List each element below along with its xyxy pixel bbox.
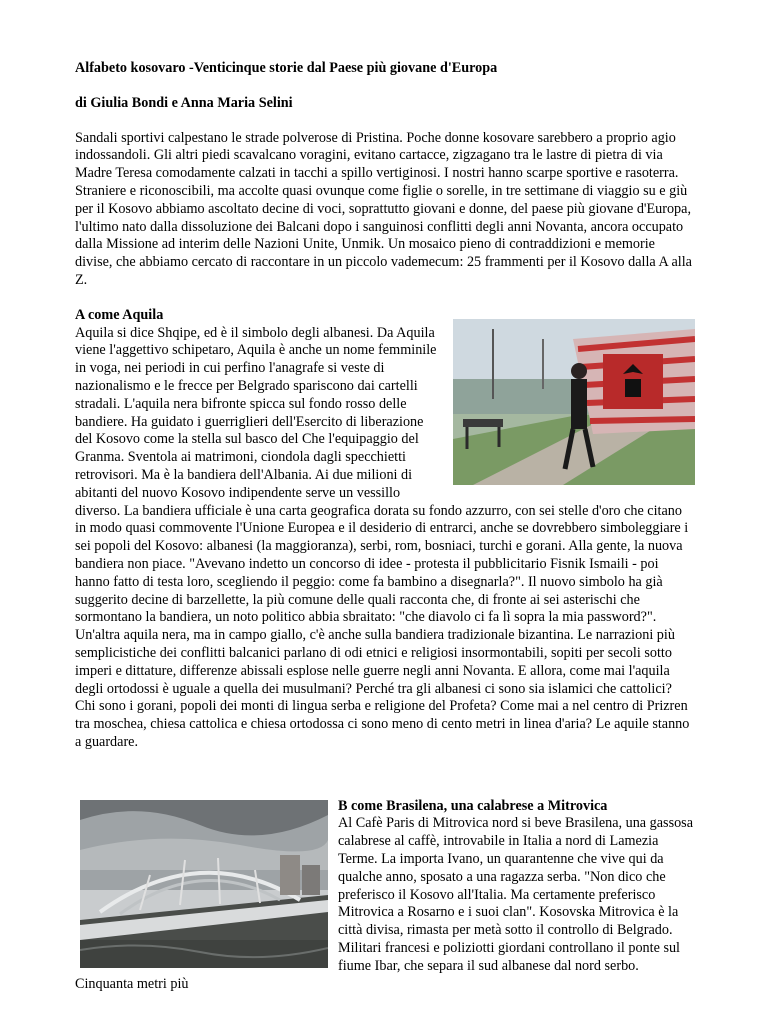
section-a-heading: A come Aquila: [75, 306, 164, 323]
document-title: Alfabeto kosovaro -Venticinque storie dal Paese più giovane d'Europa: [75, 60, 498, 76]
section-b-body: Al Cafè Paris di Mitrovica nord si beve Brasilena, una gassosa calabrese al caffè, introvabile in Italia a nord di Lamezia Terme. La importa Ivano, un quarantenne che vive qui da qualche anno, sposato a una ragazza serba. "Non dico che preferisco il Kosovo all'Italia. Ma certamente preferisco Mitrovica a Rosarno e i suoi clan". Kosovska Mitrovica è la città divisa, rimasta per metà sotto il controllo di Belgrado. Militari francesi e poliziotti giordani controllano il ponte sul fiume Ibar, che separa il sud albanese dal nord serbo. Cinquanta metri più: [75, 815, 693, 992]
document-page: [75, 60, 695, 1010]
mitrovica-bridge-photo: [80, 800, 328, 968]
document-authors: di Giulia Bondi e Anna Maria Selini: [75, 94, 293, 111]
section-b: [75, 798, 695, 994]
intro-paragraph: Sandali sportivi calpestano le strade polverose di Pristina. Poche donne kosovare sarebbero a proprio agio indossandoli. Gli altri piedi scavalcano voragini, evitano cartacce, zigzagano tra le lastre di pietra di via Madre Teresa comodamente calzati in tacchi a spillo vertiginosi. I nostri hanno scarpe sportive e rasoterra. Straniere e riconoscibili, ma accolte quasi ovunque come figlie o sorelle, in tre settimane di viaggio su e giù per il Kosovo abbiamo ascoltato decine di voci, soprattutto giovani e donne, del paese più giovane d'Europa, l'ultimo nato dalla dissoluzione dei Balcani dopo i sanguinosi conflitti degli anni Novanta, ancora occupato dalla Missione ad interim delle Nazioni Unite, Unmik. Un mosaico pieno di contraddizioni e memorie divise, che abbiamo cercato di raccontare in un piccolo vademecum: 25 frammenti per il Kosovo dalla A alla Z.: [75, 129, 692, 288]
section-a-body: Aquila si dice Shqipe, ed è il simbolo degli albanesi. Da Aquila viene l'aggettivo schipetaro, Aquila è anche un nome femminile in voga, nei periodi in cui perfino l'anagrafe si veste di nazionalismo e le frecce per Belgrado spariscono dai cartelli stradali. L'aquila nera bifronte spicca sul fondo rosso delle bandiere. Ha guidato i guerriglieri dell'Esercito di liberazione del Kosovo come la stella sul basco del Che l'equipaggio del Granma. Sventola ai matrimoni, ciondola dagli specchietti retrovisori. Ma è la bandiera dell'Albania. Ai due milioni di abitanti del nuovo Kosovo indipendente serve un vessillo diverso. La bandiera ufficiale è una carta geografica dorata su fondo azzurro, con sei stelle d'oro che citano in modo quasi commovente l'Unione Europea e il desiderio di entrarci, anche se dovrebbero simboleggiare i sei popoli del Kosovo: albanesi (la maggioranza), serbi, rom, bosniaci, turchi e gorani. Alla gente, la nuova bandiera non piace. "Avevano indetto un concorso di idee - protesta il pubblicitario Fisnik Ismaili - poi hanno fatto di testa loro, scegliendo il peggio: come fa bambino a disegnarla?". Il nuovo simbolo ha già suggerito decine di barzellette, la più comune delle quali racconta che, di fronte ai sei asterischi che sormontano la bandiera, un noto politico abbia sbraitato: "che diavolo ci fa lì sopra la mia password?". Un'altra aquila nera, ma in campo giallo, c'è anche sulla bandiera tradizionale bizantina. Le narrazioni più semplicistiche dei conflitti balcanici parlano di odi etnici e religiosi insormontabili, sopiti per secoli sotto imperi e dittature, differenze abissali esplose nelle guerre negli anni Novanta. E allora, come mai l'aquila degli ortodossi è uguale a quella dei musulmani? Perché tra gli albanesi ci sono sia islamici che cattolici? Chi sono i gorani, popoli dei monti di lingua serba e religione del Profeta? Come mai a nel centro di Prizren tra moschea, chiesa cattolica e chiesa ortodossa ci sono meno di cento metri in linea d'aria? Le aquile stanno a guardare.: [75, 324, 690, 750]
section-a: [75, 307, 695, 752]
flag-bearer-photo: [453, 319, 695, 485]
section-b-heading: B come Brasilena, una calabrese a Mitrovica: [338, 797, 608, 814]
